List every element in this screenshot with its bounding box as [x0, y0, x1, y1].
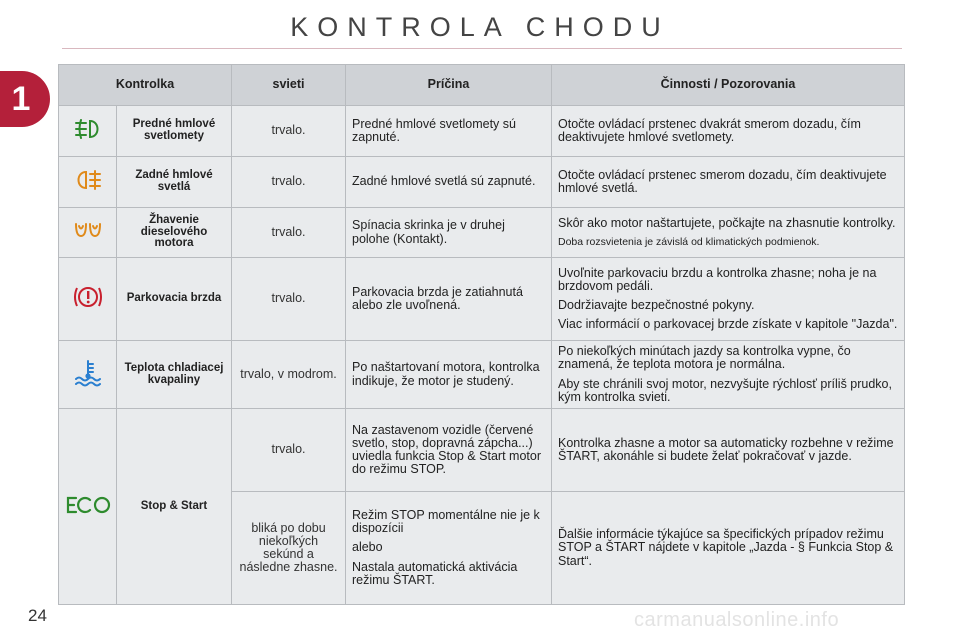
- table-row: [59, 258, 905, 341]
- column-header-svieti: svieti: [232, 65, 346, 106]
- glow-plug-icon: [73, 220, 103, 245]
- row-cause: Režim STOP momentálne nie je k dispozícii: [352, 508, 540, 536]
- table-row: [59, 106, 905, 157]
- row-cause: Zadné hmlové svetlá sú zapnuté.: [346, 157, 552, 208]
- row-action: Aby ste chránili svoj motor, nezvyšujte rýchlosť príliš prudko, kým kontrolka svieti.: [558, 376, 892, 404]
- row-lit: trvalo, v modrom.: [232, 341, 346, 409]
- row-cause: alebo: [352, 540, 383, 555]
- row-action: Po niekoľkých minútach jazdy sa kontrolka vypne, čo znamená, že teplota motora je normálna.: [558, 344, 851, 372]
- row-action: Viac informácií o parkovacej brzde získate v kapitole "Jazda".: [558, 317, 898, 332]
- row-cause: Po naštartovaní motora, kontrolka indikuje, že motor je studený.: [346, 341, 552, 409]
- parking-brake-icon: [72, 283, 104, 314]
- table-row: [59, 208, 905, 258]
- row-cause: Spínacia skrinka je v druhej polohe (Kontakt).: [346, 208, 552, 258]
- column-header-kontrolka: Kontrolka: [59, 65, 232, 106]
- row-lit: trvalo.: [232, 157, 346, 208]
- warning-lights-table: [58, 64, 905, 605]
- front-fog-light-icon: [73, 117, 103, 144]
- row-action: Dodržiavajte bezpečnostné pokyny.: [558, 298, 755, 312]
- title-divider: [62, 48, 902, 49]
- coolant-temperature-icon: [73, 359, 103, 390]
- row-note: Doba rozsvietenia je závislá od klimatických podmienok.: [558, 235, 820, 248]
- row-name: Stop & Start: [117, 409, 232, 605]
- table-row: [59, 409, 905, 492]
- table-row: [59, 341, 905, 409]
- page-number: 24: [28, 606, 47, 625]
- row-action: Ďalšie informácie týkajúce sa špecifických prípadov režimu STOP a ŠTART nájdete v kapitole „Jazda - § Funkcia Stop & Start“.: [558, 527, 894, 568]
- row-action: Skôr ako motor naštartujete, počkajte na zhasnutie kontrolky.: [558, 216, 896, 231]
- row-cause: Parkovacia brzda je zatiahnutá alebo zle uvoľnená.: [346, 258, 552, 341]
- row-action: Otočte ovládací prstenec smerom dozadu, čím deaktivujete hmlové svetlá.: [558, 167, 887, 195]
- row-name: Predné hmlové svetlomety: [117, 106, 232, 157]
- table-header-row: [59, 65, 905, 106]
- column-header-cinnosti: Činnosti / Pozorovania: [552, 65, 905, 106]
- row-name: Zadné hmlové svetlá: [117, 157, 232, 208]
- row-lit: trvalo.: [232, 106, 346, 157]
- page-title: KONTROLA CHODU: [290, 12, 670, 42]
- row-name: Parkovacia brzda: [117, 258, 232, 341]
- row-action: Kontrolka zhasne a motor sa automaticky rozbehne v režime ŠTART, akonáhle si budete želať pokračovať v jazde.: [558, 435, 894, 463]
- row-lit: trvalo.: [232, 258, 346, 341]
- row-action: Otočte ovládací prstenec dvakrát smerom dozadu, čím deaktivujete hmlové svetlomety.: [558, 116, 861, 144]
- row-name: Žhavenie dieselového motora: [117, 208, 232, 258]
- eco-icon: [65, 494, 113, 519]
- chapter-tab[interactable]: 1: [0, 71, 50, 127]
- table-row: [59, 157, 905, 208]
- row-lit: trvalo.: [232, 409, 346, 492]
- row-lit: trvalo.: [232, 208, 346, 258]
- row-action: Uvoľnite parkovaciu brzdu a kontrolka zhasne; noha je na brzdovom pedáli.: [558, 265, 877, 293]
- row-cause: Na zastavenom vozidle (červené svetlo, stop, dopravná zápcha...) uviedla funkcia Stop & Start motor do režimu STOP.: [346, 409, 552, 492]
- row-lit: bliká po dobu niekoľkých sekúnd a následne zhasne.: [232, 492, 346, 605]
- row-cause: Nastala automatická aktivácia režimu ŠTART.: [352, 559, 518, 587]
- row-cause: Predné hmlové svetlomety sú zapnuté.: [346, 106, 552, 157]
- rear-fog-light-icon: [73, 168, 103, 195]
- row-name: Teplota chladiacej kvapaliny: [117, 341, 232, 409]
- column-header-pricina: Príčina: [346, 65, 552, 106]
- watermark[interactable]: carmanualsonline.info: [634, 609, 840, 631]
